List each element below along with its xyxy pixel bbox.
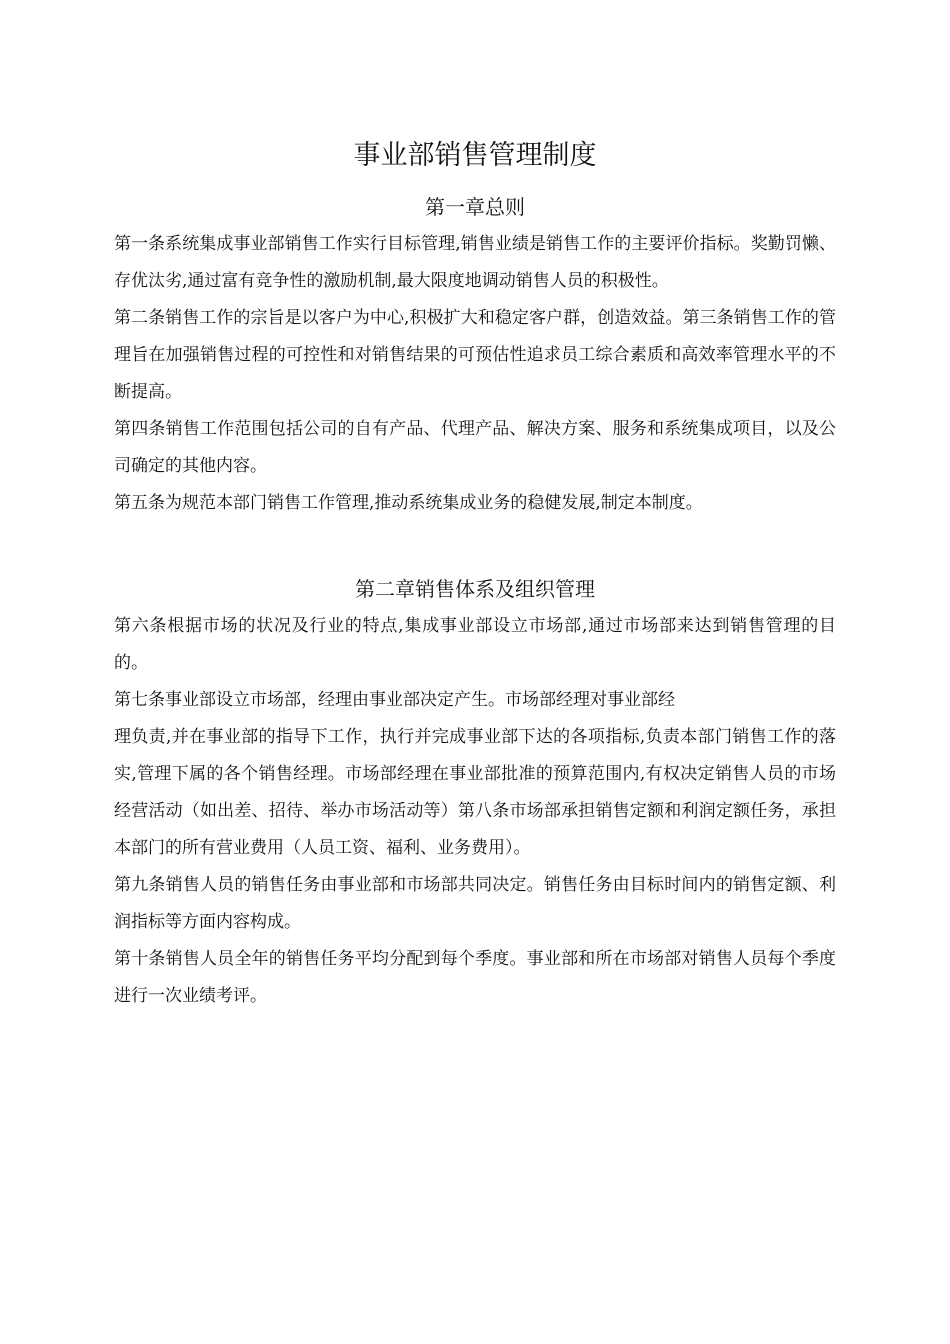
paragraph: 第九条销售人员的销售任务由事业部和市场部共同决定。销售任务由目标时间内的销售定额、利润指标等方面内容构成。 xyxy=(114,875,836,932)
chapter-2-heading: 第二章销售体系及组织管理 xyxy=(355,577,595,601)
paragraph: 第六条根据市场的状况及行业的特点,集成事业部设立市场部,通过市场部来达到销售管理的目的。 xyxy=(114,616,836,673)
paragraph: 第五条为规范本部门销售工作管理,推动系统集成业务的稳健发展,制定本制度。 xyxy=(114,493,703,513)
paragraph: 第一条系统集成事业部销售工作实行目标管理,销售业绩是销售工作的主要评价指标。奖勤罚懒、存优汰劣,通过富有竞争性的激励机制,最大限度地调动销售人员的积极性。 xyxy=(114,234,836,291)
paragraph: 第四条销售工作范围包括公司的自有产品、代理产品、解决方案、服务和系统集成项目，以及公司确定的其他内容。 xyxy=(114,419,836,476)
paragraph: 第十条销售人员全年的销售任务平均分配到每个季度。事业部和所在市场部对销售人员每个季度进行一次业绩考评。 xyxy=(114,949,836,1006)
paragraph: 理负责,并在事业部的指导下工作，执行并完成事业部下达的各项指标,负责本部门销售工作的落实,管理下属的各个销售经理。市场部经理在事业部批准的预算范围内,有权决定销售人员的市场经营活动（如出差、招待、举办市场活动等）第八条市场部承担销售定额和利润定额任务，承担本部门的所有营业费用（人员工资、福利、业务费用）。 xyxy=(114,727,836,858)
chapter-1-body xyxy=(114,226,836,522)
chapter-1 xyxy=(0,192,950,522)
chapter-2-body xyxy=(114,608,836,1015)
paragraph: 第二条销售工作的宗旨是以客户为中心,积极扩大和稳定客户群，创造效益。第三条销售工作的管理旨在加强销售过程的可控性和对销售结果的可预估性追求员工综合素质和高效率管理水平的不断提高。 xyxy=(114,308,836,402)
paragraph: 第七条事业部设立市场部，经理由事业部决定产生。市场部经理对事业部经 xyxy=(114,690,675,710)
chapter-1-heading: 第一章总则 xyxy=(425,195,525,219)
chapter-2 xyxy=(0,574,950,1015)
document-title: 事业部销售管理制度 xyxy=(353,140,597,171)
